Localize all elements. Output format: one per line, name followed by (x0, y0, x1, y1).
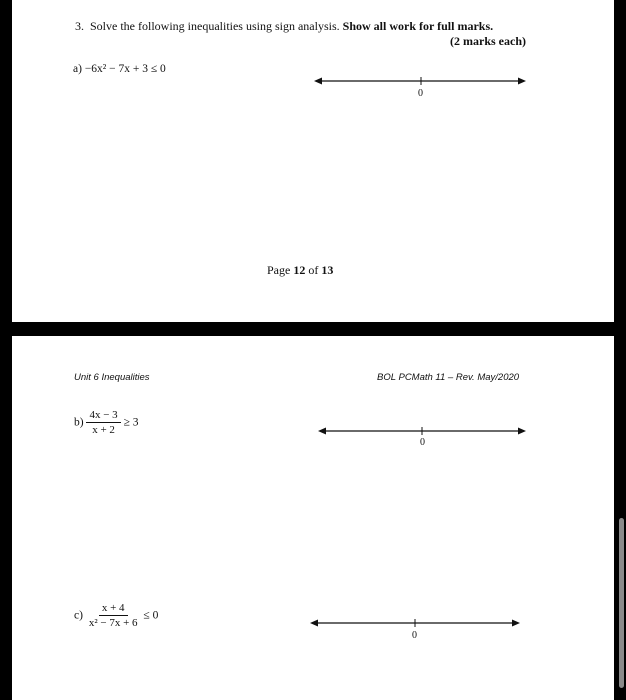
part-c-denominator: x² − 7x + 6 (88, 617, 138, 629)
part-c-relation: ≤ 0 (143, 609, 159, 622)
part-a-zero-label: 0 (418, 88, 423, 99)
part-c-zero-label: 0 (412, 630, 417, 641)
page-header-right: BOL PCMath 11 – Rev. May/2020 (377, 372, 520, 383)
right-arrow-icon (518, 428, 526, 435)
right-arrow-icon (518, 78, 526, 85)
part-c-fraction (86, 602, 141, 629)
part-b-inequality (74, 409, 139, 436)
question-3-title (75, 19, 493, 34)
question-number: 3. (75, 19, 84, 33)
of-word: of (308, 263, 319, 277)
part-c-numerator: x + 4 (99, 602, 128, 616)
left-arrow-icon (310, 620, 318, 627)
page-footer (267, 263, 333, 278)
page-header-left: Unit 6 Inequalities (74, 372, 150, 383)
document-page-13 (12, 336, 614, 700)
part-a-label: a) (73, 63, 82, 75)
part-c-label: c) (74, 609, 83, 622)
left-arrow-icon (314, 78, 322, 85)
part-b-denominator: x + 2 (92, 424, 115, 436)
left-arrow-icon (318, 428, 326, 435)
part-b-zero-label: 0 (420, 437, 425, 448)
document-page-12 (12, 0, 614, 322)
question-instruction: Solve the following inequalities using sign analysis. (90, 19, 340, 33)
part-b-relation: ≥ 3 (123, 416, 139, 429)
question-instruction-bold: Show all work for full marks. (342, 19, 494, 33)
vertical-scrollbar[interactable] (619, 518, 624, 688)
right-arrow-icon (512, 620, 520, 627)
current-page-number: 12 (293, 263, 306, 277)
part-b-fraction (86, 409, 120, 436)
page-word: Page (267, 263, 291, 277)
total-pages-number: 13 (321, 263, 334, 277)
marks-note: (2 marks each) (450, 34, 526, 48)
part-a-inequality (73, 63, 166, 75)
part-c-inequality (74, 602, 158, 629)
part-b-label: b) (74, 416, 84, 429)
part-a-expression: −6x² − 7x + 3 ≤ 0 (84, 63, 166, 75)
part-b-numerator: 4x − 3 (86, 409, 120, 423)
